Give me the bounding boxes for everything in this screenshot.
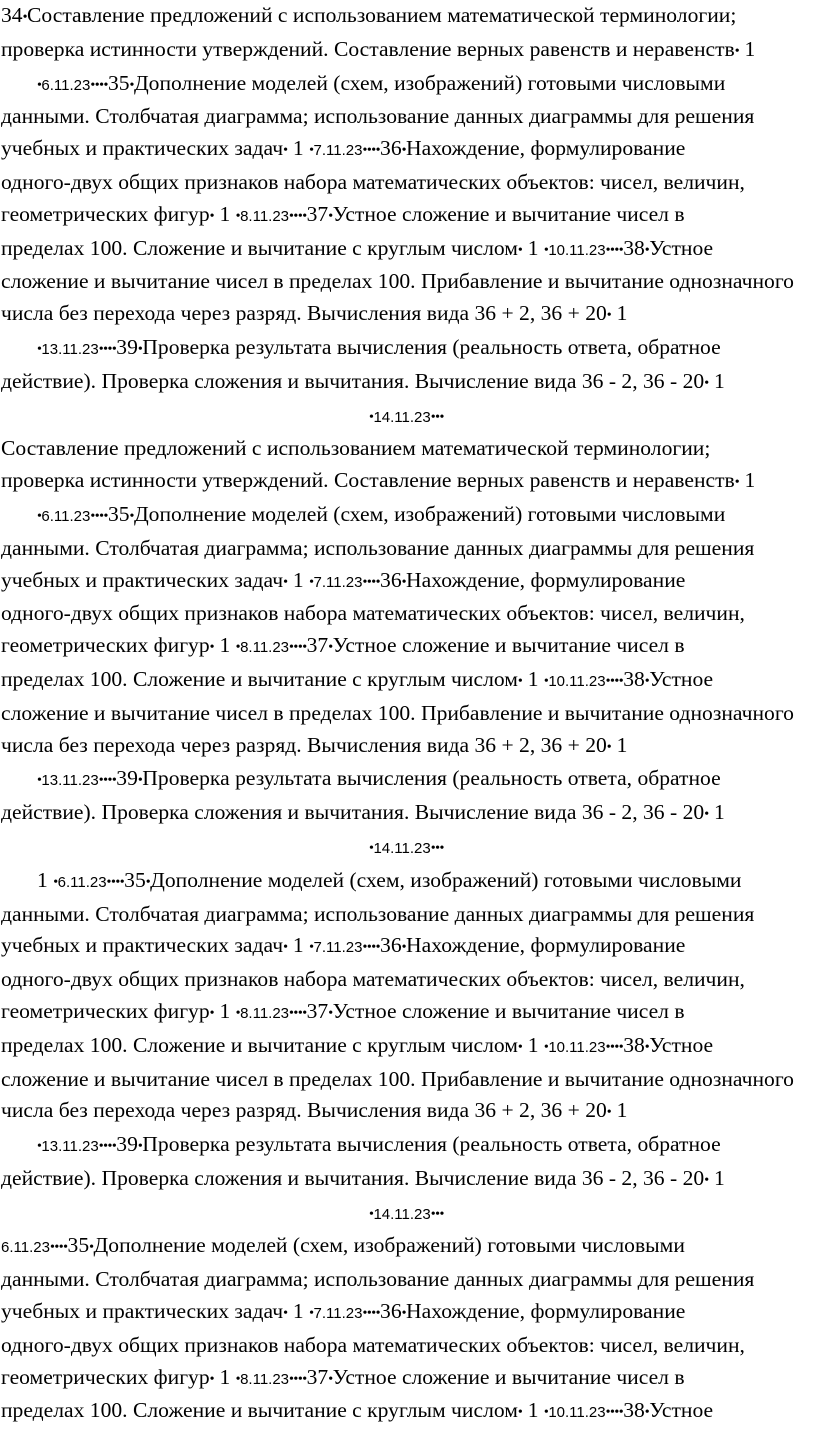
text-line [1,266,812,298]
lesson-number: 38 [623,666,645,691]
text-line [1,366,812,400]
bullet-icon: • [517,1405,523,1421]
lesson-block-4 [1,1230,812,1429]
text-line [1,899,812,931]
lesson-title: учебных и практических задач [1,136,284,161]
lesson-date: 6.11.23 [1,1239,50,1257]
bullet-icon: • [145,874,151,890]
text-line [1,68,812,102]
bullet-icon: • [37,341,42,357]
bullet-icon: ••• [430,409,444,425]
hours-count: 1 [744,468,756,493]
hours-count: 1 [292,136,304,161]
bullet-icon: • [235,1005,241,1021]
bullet-icon: •••• [605,242,624,258]
bullet-icon: • [129,508,134,524]
lesson-title: числа без перехода через разряд. Вычисления вида 36 + 2, 36 + 20 [1,732,607,757]
bullet-icon: • [369,1206,374,1222]
bullet-icon: • [328,1371,333,1387]
bullet-icon: • [328,208,333,224]
lesson-date: 13.11.23 [41,340,99,358]
text-line [1,797,812,831]
bullet-icon: • [369,409,374,425]
bullet-icon: • [606,1105,612,1121]
bullet-icon: • [704,1172,709,1188]
bullet-icon: •••• [362,1306,381,1322]
lesson-date: 10.11.23 [548,1404,606,1422]
text-line [1,34,812,68]
hours-count: 1 [527,1398,539,1423]
text-line [1,101,812,133]
lesson-number: 34 [1,3,23,27]
lesson-date: 13.11.23 [41,772,99,790]
lesson-number: 37 [306,1364,329,1389]
lesson-title: Дополнение моделей (схем, изображений) готовыми числовыми [133,70,726,95]
lesson-title: Устное сложение и вычитание чисел в [332,201,685,226]
hours-count: 1 [219,633,231,658]
bullet-icon: • [401,143,407,159]
lesson-title: пределах 100. Сложение и вычитание с круглым числом [1,235,518,260]
hours-count: 1 [37,867,48,892]
bullet-icon: • [644,1039,650,1055]
lesson-title: одного-двух общих признаков набора математических объектов: чисел, величин, [1,1332,745,1357]
lesson-title: Устное [649,1032,714,1057]
bullet-icon: • [283,143,288,159]
bullet-icon: •••• [98,1139,117,1155]
lesson-title: сложение и вычитание чисел в пределах 100. Прибавление и вычитание однозначного [1,700,794,725]
lesson-title: проверка истинности утверждений. Составление верных равенств и неравенств [1,36,735,61]
bullet-icon: • [644,1405,650,1421]
lesson-date: 14.11.23 [373,1205,431,1223]
bullet-icon: • [283,574,288,590]
bullet-icon: • [401,574,407,590]
text-line [1,332,812,366]
text-line [1,630,812,664]
bullet-icon: •••• [289,1005,307,1021]
bullet-icon: •••• [605,673,624,689]
bullet-icon: • [235,1371,241,1387]
text-line [1,499,812,533]
lesson-date: 8.11.23 [240,639,290,657]
lesson-date: 13.11.23 [41,1138,99,1156]
bullet-icon: • [137,1139,143,1155]
lesson-title: Проверка результата вычисления (реальность ответа, обратное [142,334,721,359]
bullet-icon: • [734,43,740,59]
lesson-title: Дополнение моделей (схем, изображений) готовыми числовыми [93,1233,685,1258]
bullet-icon: • [137,341,143,357]
text-line [1,199,812,233]
bullet-icon: • [209,1005,215,1021]
bullet-icon: •••• [106,874,125,890]
bullet-icon: • [235,640,241,656]
lesson-date: 10.11.23 [548,1038,606,1056]
bullet-icon: •••• [289,1371,307,1387]
text-line [1,1230,812,1264]
bullet-icon: • [517,673,523,689]
lesson-title: проверка истинности утверждений. Составление верных равенств и неравенств [1,468,735,493]
bullet-icon: • [734,475,740,491]
lesson-date: 7.11.23 [313,142,363,160]
lesson-title: Нахождение, формулирование [406,933,686,958]
bullet-icon: •••• [49,1240,68,1256]
lesson-title: сложение и вычитание чисел в пределах 100. Прибавление и вычитание однозначного [1,1066,794,1091]
text-line [1,1362,812,1396]
hours-count: 1 [219,998,231,1023]
lesson-title: числа без перехода через разряд. Вычисления вида 36 + 2, 36 + 20 [1,301,607,326]
lesson-title: Устное сложение и вычитание чисел в [332,633,685,658]
lesson-title: данными. Столбчатая диаграмма; использование данных диаграммы для решения [1,1267,755,1292]
hours-count: 1 [292,933,304,958]
lesson-number: 36 [380,567,402,592]
hours-count: 1 [616,732,628,757]
lesson-title: пределах 100. Сложение и вычитание с круглым числом [1,1398,518,1423]
lesson-title: Дополнение моделей (схем, изображений) готовыми числовыми [150,867,742,892]
bullet-icon: • [209,640,215,656]
text-line [1,1395,812,1429]
bullet-icon: •••• [362,940,381,956]
bullet-icon: • [369,840,374,856]
bullet-icon: • [644,242,650,258]
lesson-date: 8.11.23 [240,1370,290,1388]
text-line [1,831,812,865]
lesson-title: Устное [649,235,714,260]
text-line [1,698,812,730]
lesson-title: Устное сложение и вычитание чисел в [332,1364,685,1389]
bullet-icon: • [129,77,134,93]
bullet-icon: • [543,673,549,689]
text-line [1,930,812,964]
text-line [1,1129,812,1163]
lesson-title: одного-двух общих признаков набора математических объектов: чисел, величин, [1,967,745,992]
bullet-icon: •••• [605,1405,624,1421]
text-line [1,565,812,599]
bullet-icon: •••• [362,574,381,590]
lesson-date: 8.11.23 [240,1004,290,1022]
bullet-icon: •••• [289,208,307,224]
bullet-icon: • [606,308,612,324]
hours-count: 1 [219,1364,231,1389]
bullet-icon: • [235,208,241,224]
text-line [1,664,812,698]
hours-count: 1 [292,1299,304,1324]
text-line [1,1030,812,1064]
lesson-title: Нахождение, формулирование [406,567,686,592]
lesson-title: Составление предложений с использованием математической терминологии; [1,436,711,461]
lesson-title: Проверка результата вычисления (реальность ответа, обратное [142,1132,721,1157]
lesson-title: Нахождение, формулирование [406,1299,686,1324]
lesson-title: Дополнение моделей (схем, изображений) готовыми числовыми [133,501,726,526]
text-line [1,996,812,1030]
lesson-title: сложение и вычитание чисел в пределах 100. Прибавление и вычитание однозначного [1,269,794,294]
text-line [1,298,812,332]
bullet-icon: • [37,773,42,789]
bullet-icon: • [704,807,709,823]
lesson-title: Проверка результата вычисления (реальность ответа, обратное [142,766,721,791]
lesson-number: 38 [623,1398,645,1423]
lesson-title: данными. Столбчатая диаграмма; использование данных диаграммы для решения [1,535,755,560]
text-line [1,433,812,465]
bullet-icon: • [328,640,333,656]
bullet-icon: • [89,1240,94,1256]
lesson-title: данными. Столбчатая диаграмма; использование данных диаграммы для решения [1,901,755,926]
hours-count: 1 [527,666,539,691]
bullet-icon: • [37,508,42,524]
bullet-icon: • [137,773,143,789]
bullet-icon: • [704,375,709,391]
hours-count: 1 [527,235,539,260]
text-line [1,1264,812,1296]
lesson-number: 35 [107,501,130,526]
lesson-title: Устное [649,666,714,691]
lesson-title: геометрических фигур [1,201,210,226]
bullet-icon: • [37,1139,42,1155]
lesson-title: Устное сложение и вычитание чисел в [332,998,685,1023]
bullet-icon: • [543,1039,549,1055]
text-line [1,1163,812,1197]
text-line [1,167,812,199]
text-line [1,1296,812,1330]
bullet-icon: • [543,1405,549,1421]
lesson-title: геометрических фигур [1,633,210,658]
lesson-date: 10.11.23 [548,241,606,259]
bullet-icon: •••• [362,143,381,159]
lesson-title: Нахождение, формулирование [406,136,686,161]
lesson-title: геометрических фигур [1,998,210,1023]
lesson-title: действие). Проверка сложения и вычитания. Вычисление вида 36 - 2, 36 - 20 [1,368,705,393]
lesson-number: 37 [306,201,329,226]
lesson-date: 10.11.23 [548,672,606,690]
hours-count: 1 [616,1098,628,1123]
lesson-title: учебных и практических задач [1,933,284,958]
bullet-icon: • [209,208,215,224]
lesson-date: 6.11.23 [57,873,107,891]
bullet-icon: • [309,1306,314,1322]
lesson-block-1 [1,0,812,433]
bullet-icon: ••• [430,1206,444,1222]
bullet-icon: •••• [289,640,307,656]
lesson-number: 35 [67,1233,90,1258]
bullet-icon: •••• [90,77,108,93]
hours-count: 1 [714,800,725,825]
bullet-icon: • [401,940,407,956]
lesson-title: Устное [649,1398,714,1423]
text-line [1,964,812,996]
bullet-icon: •••• [605,1039,624,1055]
bullet-icon: • [283,940,288,956]
hours-count: 1 [292,567,304,592]
bullet-icon: •••• [98,341,117,357]
text-line [1,400,812,434]
bullet-icon: •••• [98,773,117,789]
lesson-number: 36 [380,136,402,161]
bullet-icon: • [309,574,314,590]
hours-count: 1 [527,1032,539,1057]
lesson-number: 36 [380,933,402,958]
bullet-icon: • [209,1371,215,1387]
lesson-title: пределах 100. Сложение и вычитание с круглым числом [1,1032,518,1057]
lesson-title: одного-двух общих признаков набора математических объектов: чисел, величин, [1,169,745,194]
lesson-date: 8.11.23 [240,207,290,225]
lesson-title: данными. Столбчатая диаграмма; использование данных диаграммы для решения [1,104,755,129]
bullet-icon: • [517,242,523,258]
lesson-date: 14.11.23 [373,839,431,857]
hours-count: 1 [219,201,231,226]
lesson-title: учебных и практических задач [1,567,284,592]
lesson-date: 6.11.23 [41,76,91,94]
bullet-icon: • [309,143,314,159]
lesson-number: 35 [124,867,146,892]
lesson-title: Составление предложений с использованием математической терминологии; [27,3,737,27]
lesson-date: 7.11.23 [313,939,363,957]
text-line [1,865,812,899]
text-line [1,465,812,499]
text-line [1,1095,812,1129]
bullet-icon: • [517,1039,523,1055]
text-line [1,0,812,34]
lesson-number: 36 [380,1299,402,1324]
lesson-title: геометрических фигур [1,1364,210,1389]
text-line [1,533,812,565]
bullet-icon: •••• [90,508,108,524]
bullet-icon: • [543,242,549,258]
hours-count: 1 [616,301,628,326]
bullet-icon: • [283,1306,288,1322]
lesson-number: 38 [623,1032,645,1057]
lesson-title: пределах 100. Сложение и вычитание с круглым числом [1,666,518,691]
bullet-icon: ••• [430,840,444,856]
hours-count: 1 [714,368,725,393]
lesson-number: 35 [107,70,130,95]
lesson-date: 7.11.23 [313,573,363,591]
lesson-number: 38 [623,235,645,260]
lesson-number: 39 [116,766,138,791]
text-line [1,598,812,630]
lesson-number: 37 [306,998,329,1023]
lesson-block-2 [1,433,812,864]
lesson-number: 39 [116,1132,138,1157]
lesson-title: действие). Проверка сложения и вычитания. Вычисление вида 36 - 2, 36 - 20 [1,1165,705,1190]
bullet-icon: • [22,10,27,25]
lesson-title: одного-двух общих признаков набора математических объектов: чисел, величин, [1,601,745,626]
hours-count: 1 [744,36,756,61]
bullet-icon: • [37,77,42,93]
lesson-number: 37 [306,633,329,658]
lesson-block-3 [1,865,812,1231]
text-line [1,1197,812,1231]
bullet-icon: • [401,1306,407,1322]
lesson-date: 14.11.23 [373,408,431,426]
lesson-date: 6.11.23 [41,507,91,525]
text-line [1,730,812,764]
lesson-title: учебных и практических задач [1,1299,284,1324]
bullet-icon: • [328,1005,333,1021]
text-line [1,1064,812,1096]
bullet-icon: • [53,874,58,890]
bullet-icon: • [606,739,612,755]
lesson-title: числа без перехода через разряд. Вычисления вида 36 + 2, 36 + 20 [1,1098,607,1123]
text-line [1,233,812,267]
text-line [1,763,812,797]
bullet-icon: • [309,940,314,956]
hours-count: 1 [714,1165,725,1190]
lesson-number: 39 [116,334,138,359]
lesson-title: действие). Проверка сложения и вычитания. Вычисление вида 36 - 2, 36 - 20 [1,800,705,825]
text-line [1,133,812,167]
text-line [1,1330,812,1362]
bullet-icon: • [644,673,650,689]
lesson-date: 7.11.23 [313,1305,363,1323]
